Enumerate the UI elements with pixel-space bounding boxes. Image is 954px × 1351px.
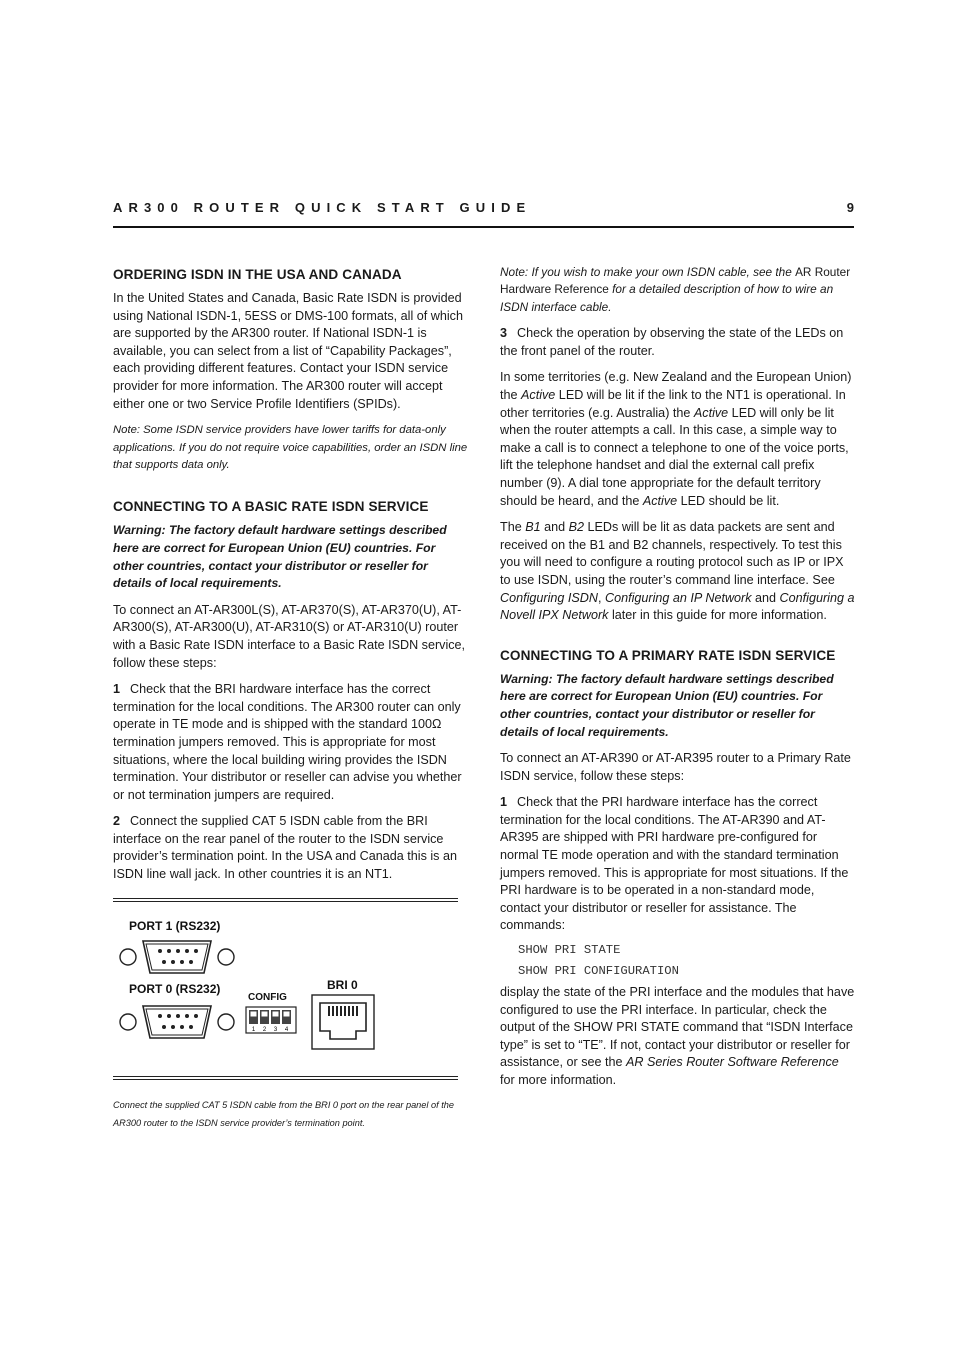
bri-step-3 — [500, 325, 856, 360]
territories-paragraph — [500, 369, 856, 510]
step-number: 2 — [113, 814, 121, 829]
led-name: B2 — [568, 520, 585, 535]
section-heading-basic-rate: CONNECTING TO A BASIC RATE ISDN SERVICE — [113, 499, 429, 515]
dip-switch-icon — [245, 1006, 297, 1034]
note-text: for a detailed description of how to wire an ISDN interface cable. — [500, 282, 834, 314]
bri-step-1 — [113, 681, 469, 804]
pri-intro-paragraph: To connect an AT-AR390 or AT-AR395 router to a Primary Rate ISDN service, follow these steps: — [500, 751, 851, 783]
ordering-paragraph: In the United States and Canada, Basic Rate ISDN is provided using National ISDN-1, 5ESS or DMS-100 formats, all of which are supported by the AR300 router. If National ISDN-1 is available, you can select from a list of “Capability Packages”, each providing different features. Contact your ISDN service provider for more information. The AR300 router will accept either one or two Service Profile Identifiers (SPIDs). — [113, 291, 463, 411]
pri-final-paragraph — [500, 984, 856, 1090]
pri-warning: Warning: The factory default hardware settings described here are correct for European Union (EU) countries. For other countries, contact your distributor or reseller for details of local requirements. — [500, 671, 834, 739]
text-run: , — [598, 590, 605, 605]
step-text: Check that the PRI hardware interface has the correct termination for the local conditions. The AT-AR390 and AT-AR395 are shipped with PRI hardware pre-configured for normal TE mode operation and with the standard termination jumpers removed. This is appropriate for most situations. If the PRI hardware is to be operated in a non-standard mode, contact your distributor or reseller for assistance. The commands: — [500, 795, 849, 933]
text-run: display the state of the PRI interface and the modules that have configured to use the PRI interface. In particular, check the output of the SHOW PRI STATE command that “ISDN Interface type” is set to “TE”. If not, contact your distributor or reseller for assistance, or see the — [500, 985, 855, 1070]
command-show-pri-state: SHOW PRI STATE — [518, 943, 621, 958]
text-run: LEDs will be lit as data packets are sent and received on the B1 and B2 channels, respectively. To test this you will need to configure a routing protocol such as IP or IPX to use ISDN, using the router’s command line interface. See — [500, 520, 844, 587]
led-name: Active — [642, 493, 678, 508]
config-label: CONFIG — [248, 991, 287, 1003]
running-title: AR300 ROUTER QUICK START GUIDE — [113, 200, 532, 215]
port1-connector-icon — [116, 937, 238, 977]
dip-number: 1 — [251, 1026, 256, 1033]
port1-label: PORT 1 (RS232) — [129, 918, 221, 933]
cross-reference: Configuring ISDN — [500, 590, 598, 605]
step-number: 3 — [500, 326, 508, 341]
port0-connector-icon — [116, 1002, 238, 1042]
text-run: later in this guide for more information. — [608, 608, 827, 623]
bri-warning: Warning: The factory default hardware settings described here are correct for European Union (EU) countries. For other countries, contact your distributor or reseller for details of local requirements. — [113, 523, 447, 591]
text-run: LED will be lit if the link to the NT1 is operational. In other territories (e.g. Australia) the — [500, 388, 846, 420]
step-text: Check that the BRI hardware interface has the correct termination for the local conditions. The AR300 router can only operate in TE mode and is shipped with the standard 100Ω termination jumpers removed. This is appropriate for most situations, where the local building wiring provides the ISDN termination. Your distributor or reseller can advise you whether or not termination jumpers are required. — [113, 682, 462, 802]
bri-step-2 — [113, 813, 469, 883]
rear-panel-figure — [113, 898, 459, 1088]
figure-top-rule — [113, 898, 458, 902]
note-text: Note: If you wish to make your own ISDN cable, see the — [500, 265, 796, 279]
cable-note — [500, 264, 856, 316]
step-number: 1 — [500, 795, 508, 810]
dip-number: 4 — [284, 1026, 289, 1033]
section-heading-primary-rate: CONNECTING TO A PRIMARY RATE ISDN SERVICE — [500, 647, 836, 663]
dip-number: 2 — [262, 1026, 267, 1033]
b-channel-paragraph — [500, 519, 856, 625]
cross-reference: Configuring an IP Network — [605, 590, 752, 605]
port0-label: PORT 0 (RS232) — [129, 981, 221, 996]
figure-caption: Connect the supplied CAT 5 ISDN cable from the BRI 0 port on the rear panel of the AR300 router to the ISDN service provider’s termination point. — [113, 1099, 454, 1128]
text-run: LED will only be lit when the router attempts a call. In this case, a simple way to make a call is to connect a telephone to one of the voice ports, lift the telephone handset and dial the external call prefix number (9). A dial tone appropriate for the default territory should be heard, and the — [500, 405, 849, 508]
section-heading-ordering-isdn: ORDERING ISDN IN THE USA AND CANADA — [113, 267, 402, 282]
bri-intro-paragraph: To connect an AT-AR300L(S), AT-AR370(S), AT-AR370(U), AT-AR300(S), AT-AR300(U), AT-AR310(S) or AT-AR310(U) router with a Basic Rate ISDN interface to a Basic Rate ISDN service, follow these steps: — [113, 602, 466, 670]
command-show-pri-configuration: SHOW PRI CONFIGURATION — [518, 964, 679, 979]
left-column — [113, 264, 469, 1141]
hardware-reference-title: AR Router Hardware Reference — [500, 265, 851, 297]
cross-reference: AR Series Router Software Reference — [626, 1055, 839, 1070]
step-number: 1 — [113, 682, 121, 697]
text-run: In some territories (e.g. New Zealand and the European Union) the — [500, 370, 852, 402]
right-column — [500, 264, 856, 1099]
text-run: and — [751, 590, 780, 605]
rj45-port-icon — [311, 994, 375, 1050]
text-run: and — [540, 520, 569, 535]
cross-reference: Configuring a Novell IPX Network — [500, 590, 855, 623]
led-name: Active — [521, 388, 556, 402]
led-name: Active — [693, 405, 729, 420]
text-run: for more information. — [500, 1073, 617, 1087]
tariff-note: Note: Some ISDN service providers have lower tariffs for data-only applications. If you do not require voice capabilities, order an ISDN line that supports data only. — [113, 424, 468, 471]
step-text: Connect the supplied CAT 5 ISDN cable from the BRI interface on the rear panel of the router to the ISDN service provider’s termination point. In the USA and Canada this is an ISDN line wall jack. In other countries it is an NT1. — [113, 814, 457, 882]
text-run: LED should be lit. — [677, 493, 780, 508]
page-header — [113, 200, 854, 228]
led-name: B1 — [525, 520, 541, 535]
bri0-label: BRI 0 — [327, 977, 358, 992]
figure-bottom-rule — [113, 1076, 458, 1080]
text-run: The — [500, 520, 526, 535]
page-number: 9 — [846, 200, 854, 215]
pri-step-1 — [500, 794, 856, 935]
step-text: Check the operation by observing the state of the LEDs on the front panel of the router. — [500, 326, 844, 358]
dip-number: 3 — [273, 1026, 278, 1033]
